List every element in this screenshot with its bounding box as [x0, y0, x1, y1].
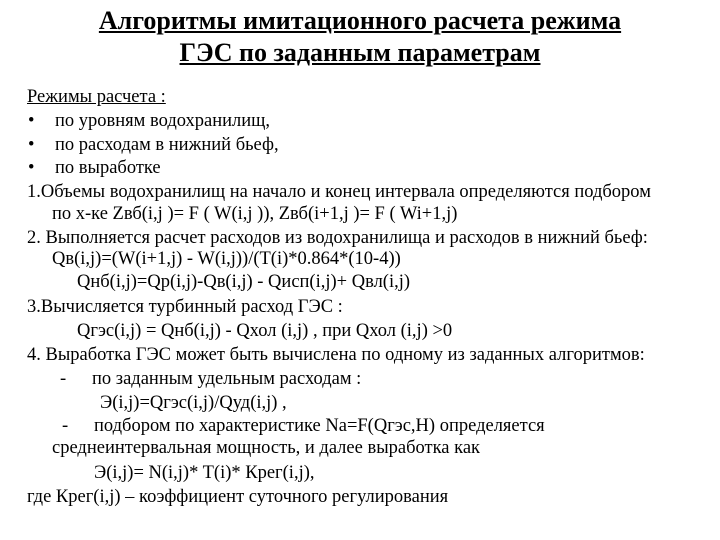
slide-title-line-1: Алгоритмы имитационного расчета режима — [98, 6, 622, 35]
dash-marker: - — [60, 369, 67, 389]
dash-marker: - — [62, 416, 69, 436]
step-4-option-a-formula: Э(i,j)=Qгэс(i,j)/Qуд(i,j) , — [100, 393, 287, 413]
step-1-text: 1.Объемы водохранилищ на начало и конец интервала определяются подбором — [27, 182, 651, 202]
bullet-icon: • — [28, 135, 35, 155]
step-2-formula-2: Qнб(i,j)=Qр(i,j)-Qв(i,j) - Qисп(i,j)+ Qвл(i,j) — [77, 272, 411, 292]
step-4-option-b-formula: Э(i,j)= N(i,j)* T(i)* Крег(i,j), — [94, 463, 315, 483]
step-3-text: 3.Вычисляется турбинный расход ГЭС : — [27, 297, 343, 317]
step-3-formula: Qгэс(i,j) = Qнб(i,j) - Qхол (i,j) , при Qхол (i,j) >0 — [77, 321, 453, 341]
bullet-icon: • — [28, 111, 35, 131]
step-4-option-a: по заданным удельным расходам : — [92, 369, 362, 389]
mode-item: по расходам в нижний бьеф, — [55, 135, 279, 155]
step-4-option-b-continuation: среднеинтервальная мощность, и далее выработка как — [52, 438, 481, 458]
slide-title-line-2: ГЭС по заданным параметрам — [179, 38, 541, 67]
step-1-formula: по х-ке Zвб(i,j )= F ( W(i,j )), Zвб(i+1,j )= F ( Wi+1,j) — [52, 204, 458, 224]
step-2-formula-1: Qв(i,j)=(W(i+1,j) - W(i,j))/(T(i)*0.864*(10-4)) — [52, 249, 401, 269]
modes-heading: Режимы расчета : — [27, 87, 166, 107]
footer-note: где Крег(i,j) – коэффициент суточного регулирования — [27, 487, 449, 507]
bullet-icon: • — [28, 158, 35, 178]
mode-item: по выработке — [55, 158, 161, 178]
mode-item: по уровням водохранилищ, — [55, 111, 271, 131]
step-4-text: 4. Выработка ГЭС может быть вычислена по одному из заданных алгоритмов: — [27, 345, 645, 365]
step-2-text: 2. Выполняется расчет расходов из водохранилища и расходов в нижний бьеф: — [27, 228, 648, 248]
step-4-option-b: подбором по характеристике Nа=F(Qгэс,H) определяется — [94, 416, 545, 436]
